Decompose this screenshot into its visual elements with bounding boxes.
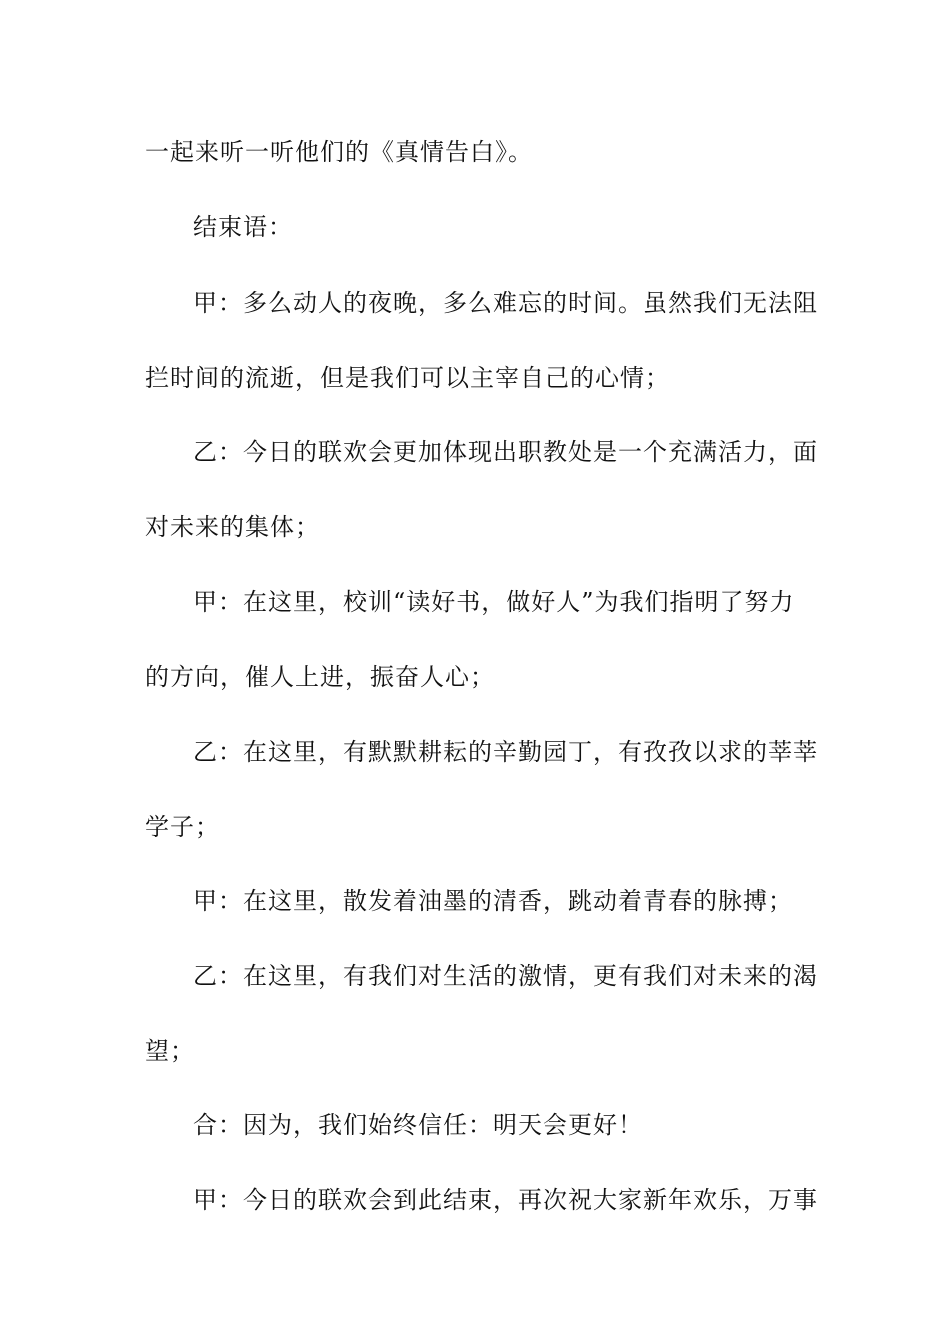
text-line: 的方向，催人上进，振奋人心；: [145, 663, 495, 691]
text-line: 学子；: [145, 813, 220, 841]
text-line: 合：因为，我们始终信任：明天会更好！: [193, 1111, 643, 1139]
text-line: 甲：多么动人的夜晚，多么难忘的时间。虽然我们无法阻: [193, 289, 818, 317]
text-line: 乙：在这里，有我们对生活的激情，更有我们对未来的渴: [193, 962, 818, 990]
text-line: 望；: [145, 1037, 195, 1065]
text-line: 乙：今日的联欢会更加体现出职教处是一个充满活力，面: [193, 438, 818, 466]
text-line: 拦时间的流逝，但是我们可以主宰自己的心情；: [145, 364, 670, 392]
section-heading: 结束语：: [193, 213, 293, 241]
text-line: 一起来听一听他们的《真情告白》。: [145, 138, 533, 166]
text-line: 乙：在这里，有默默耕耘的辛勤园丁，有孜孜以求的莘莘: [193, 738, 818, 766]
text-line: 甲：在这里，散发着油墨的清香，跳动着青春的脉搏；: [193, 887, 793, 915]
text-line: 甲：今日的联欢会到此结束，再次祝大家新年欢乐，万事: [193, 1186, 818, 1214]
text-line: 对未来的集体；: [145, 513, 320, 541]
text-line: 甲：在这里，校训“读好书，做好人”为我们指明了努力: [193, 588, 795, 616]
